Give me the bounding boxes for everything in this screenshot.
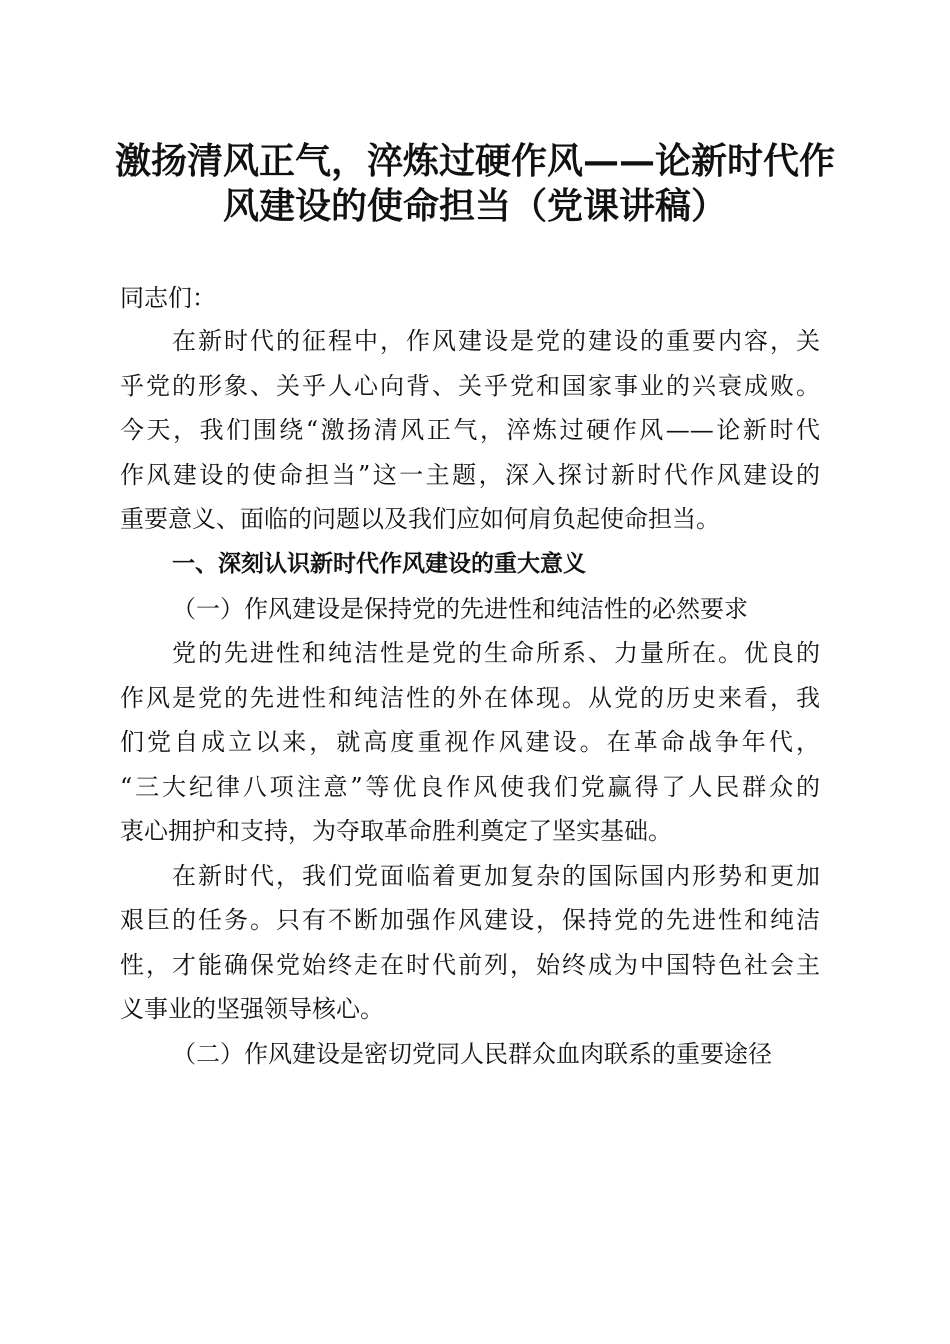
para-1-line-4: “三大纪律八项注意”等优良作风使我们党赢得了人民群众的 (120, 773, 820, 801)
document-title-line-1: 激扬清风正气，淬炼过硬作风——论新时代作 (114, 140, 835, 182)
para-1-line-1: 党的先进性和纯洁性是党的生命所系、力量所在。优良的 (172, 639, 820, 667)
section-1-heading: 一、深刻认识新时代作风建设的重大意义 (172, 551, 586, 577)
para-2-line-2: 艰巨的任务。只有不断加强作风建设，保持党的先进性和纯洁 (120, 906, 820, 934)
subsection-2-heading: （二）作风建设是密切党同人民群众血肉联系的重要途径 (172, 1040, 772, 1068)
intro-line-5: 重要意义、面临的问题以及我们应如何肩负起使命担当。 (120, 505, 720, 533)
salutation: 同志们： (120, 284, 216, 312)
para-1-line-2: 作风是党的先进性和纯洁性的外在体现。从党的历史来看，我 (120, 684, 820, 712)
intro-line-2: 乎党的形象、关乎人心向背、关乎党和国家事业的兴衰成败。 (120, 372, 820, 400)
subsection-1-heading: （一）作风建设是保持党的先进性和纯洁性的必然要求 (172, 595, 748, 623)
intro-line-1: 在新时代的征程中，作风建设是党的建设的重要内容，关 (172, 327, 820, 355)
para-1-line-5: 衷心拥护和支持，为夺取革命胜利奠定了坚实基础。 (120, 817, 672, 845)
para-2-line-3: 性，才能确保党始终走在时代前列，始终成为中国特色社会主 (120, 951, 820, 979)
para-2-line-4: 义事业的坚强领导核心。 (120, 995, 384, 1023)
para-2-line-1: 在新时代，我们党面临着更加复杂的国际国内形势和更加 (172, 862, 820, 890)
document-title-line-2: 风建设的使命担当（党课讲稿） (222, 185, 727, 227)
intro-line-4: 作风建设的使命担当”这一主题，深入探讨新时代作风建设的 (120, 461, 820, 489)
intro-line-3: 今天，我们围绕“激扬清风正气，淬炼过硬作风——论新时代 (120, 416, 820, 444)
para-1-line-3: 们党自成立以来，就高度重视作风建设。在革命战争年代， (120, 728, 820, 756)
